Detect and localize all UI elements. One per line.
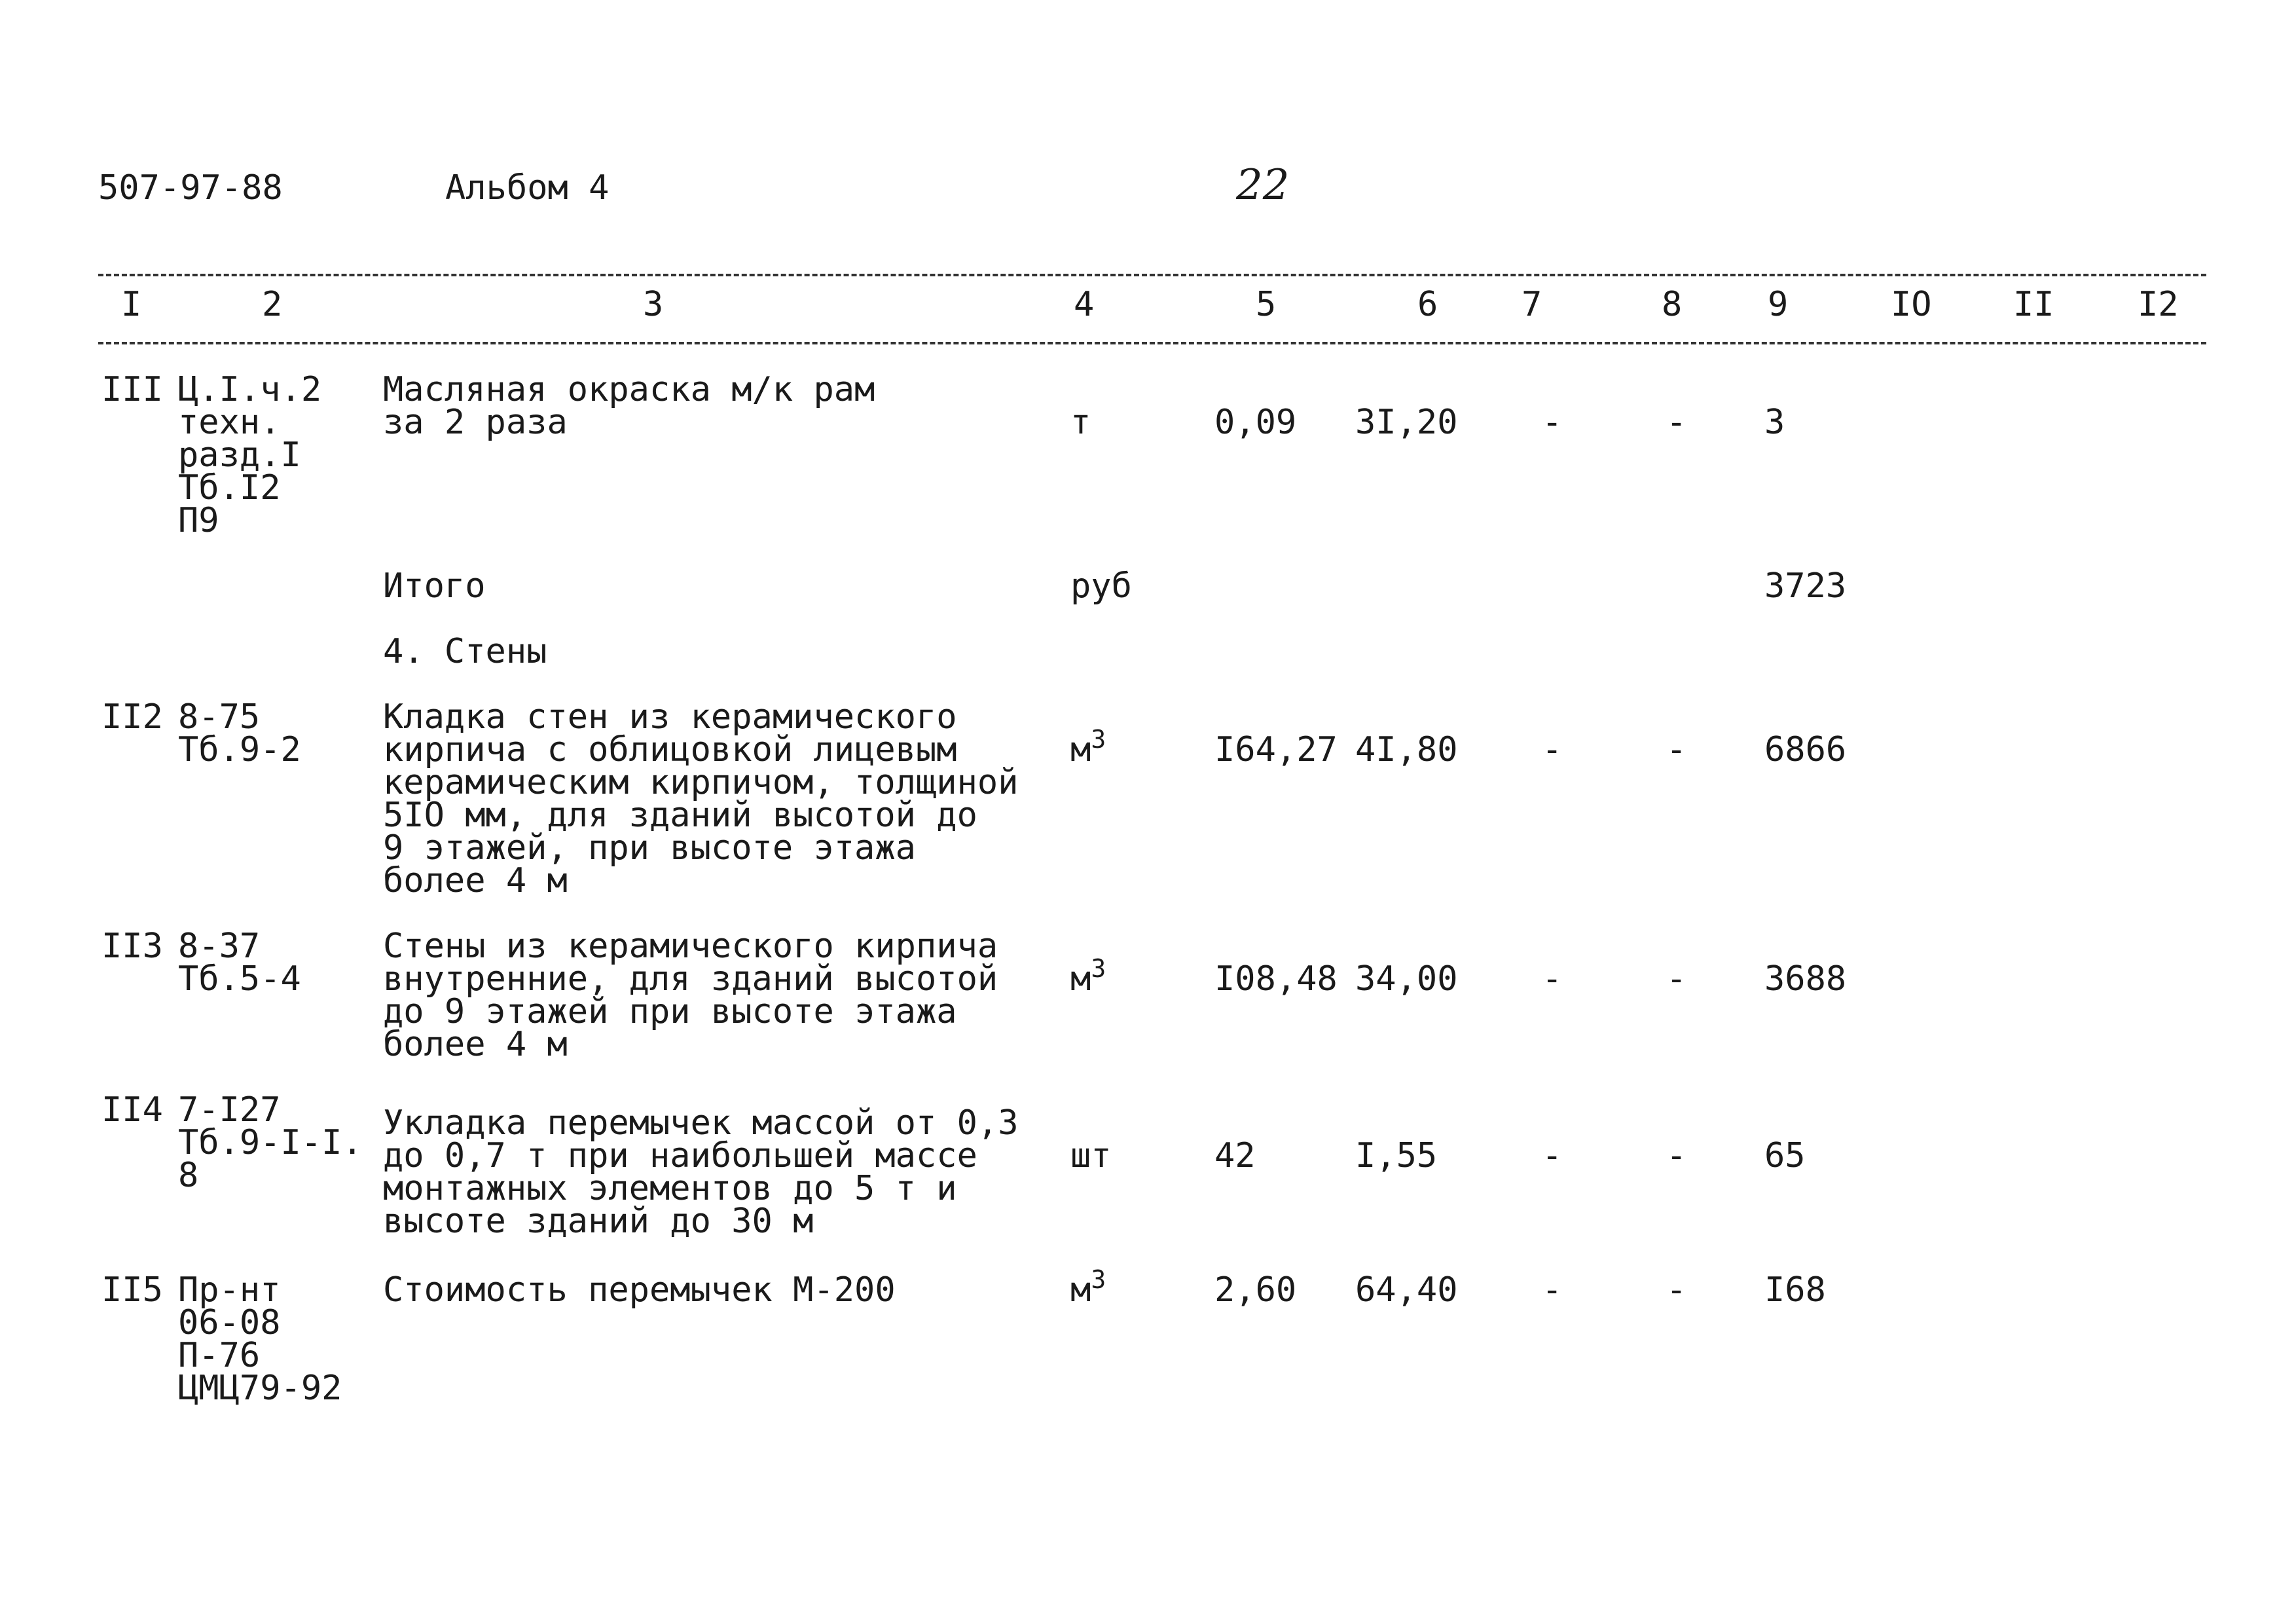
- basis-line: 8: [178, 1156, 199, 1195]
- basis-line: Тб.5-4: [178, 959, 301, 999]
- col7-value: -: [1542, 959, 1563, 999]
- unit-price: I,55: [1355, 1136, 1438, 1175]
- basis-line: Тб.9-2: [178, 730, 301, 769]
- basis-line: 06-08: [178, 1303, 281, 1342]
- unit: т: [1070, 403, 1091, 442]
- description-line: Кладка стен из керамического: [383, 697, 957, 737]
- description-line: высоте зданий до 30 м: [383, 1202, 814, 1241]
- col-header-4: 4: [1074, 285, 1095, 324]
- section-heading: 4. Стены: [383, 632, 547, 671]
- quantity: 2,60: [1214, 1270, 1297, 1310]
- basis-line: 7-I27: [178, 1090, 281, 1130]
- description-line: до 0,7 т при наибольшей массе: [383, 1136, 977, 1175]
- basis-line: П9: [178, 501, 219, 540]
- quantity: 42: [1214, 1136, 1256, 1175]
- album-label: Альбом 4: [445, 168, 610, 208]
- description-line: Укладка перемычек массой от 0,3: [383, 1103, 1019, 1143]
- description-line: Стены из керамического кирпича: [383, 927, 998, 966]
- col-header-11: II: [2013, 285, 2054, 324]
- total-cost: I68: [1764, 1270, 1826, 1310]
- col-header-10: IO: [1891, 285, 1932, 324]
- col8-value: -: [1666, 730, 1687, 769]
- col-header-8: 8: [1662, 285, 1683, 324]
- unit-exponent: 3: [1091, 725, 1106, 754]
- basis-line: Пр-нт: [178, 1270, 281, 1310]
- unit-base: м: [1070, 730, 1091, 769]
- unit-price: 3I,20: [1355, 403, 1458, 442]
- subtotal-value: 3723: [1764, 566, 1847, 606]
- description-line: более 4 м: [383, 861, 568, 900]
- total-cost: 3: [1764, 403, 1785, 442]
- col8-value: -: [1666, 959, 1687, 999]
- table-top-rule: [98, 274, 2206, 276]
- unit-base: м: [1070, 959, 1091, 999]
- unit-exponent: 3: [1091, 1265, 1106, 1294]
- unit: руб: [1070, 566, 1132, 606]
- col-header-3: 3: [643, 285, 664, 324]
- col8-value: -: [1666, 403, 1687, 442]
- col8-value: -: [1666, 1270, 1687, 1310]
- unit-price: 64,40: [1355, 1270, 1458, 1310]
- total-cost: 6866: [1764, 730, 1847, 769]
- description-line: внутренние, для зданий высотой: [383, 959, 998, 999]
- col-header-5: 5: [1256, 285, 1277, 324]
- description-line: Стоимость перемычек М-200: [383, 1270, 896, 1310]
- unit-base: м: [1070, 1270, 1091, 1310]
- unit-price: 4I,80: [1355, 730, 1458, 769]
- description-line: монтажных элементов до 5 т и: [383, 1169, 957, 1208]
- col7-value: -: [1542, 403, 1563, 442]
- row-number: II5: [101, 1270, 163, 1310]
- row-number: II3: [101, 927, 163, 966]
- page-number: 22: [1236, 161, 1290, 210]
- unit-price: 34,00: [1355, 959, 1458, 999]
- col-header-7: 7: [1522, 285, 1542, 324]
- quantity: I64,27: [1214, 730, 1338, 769]
- description-line: за 2 раза: [383, 403, 568, 442]
- document-code: 507-97-88: [98, 168, 283, 208]
- unit: [1070, 1265, 1106, 1310]
- description-line: более 4 м: [383, 1025, 568, 1064]
- unit: шт: [1070, 1136, 1112, 1175]
- col7-value: -: [1542, 1270, 1563, 1310]
- col-header-9: 9: [1768, 285, 1789, 324]
- description-line: 5IO мм, для зданий высотой до: [383, 796, 977, 835]
- basis-line: Тб.I2: [178, 468, 281, 507]
- description-line: до 9 этажей при высоте этажа: [383, 992, 957, 1031]
- basis-line: 8-75: [178, 697, 261, 737]
- col7-value: -: [1542, 730, 1563, 769]
- col-header-6: 6: [1417, 285, 1438, 324]
- col-header-12: I2: [2138, 285, 2179, 324]
- table-header-rule: [98, 342, 2206, 344]
- subtotal-label: Итого: [383, 566, 486, 606]
- unit: [1070, 954, 1106, 999]
- description-line: Масляная окраска м/к рам: [383, 370, 875, 409]
- basis-line: Ц.I.ч.2: [178, 370, 322, 409]
- description-line: 9 этажей, при высоте этажа: [383, 828, 916, 868]
- col7-value: -: [1542, 1136, 1563, 1175]
- quantity: 0,09: [1214, 403, 1297, 442]
- unit-exponent: 3: [1091, 954, 1106, 983]
- description-line: керамическим кирпичом, толщиной: [383, 763, 1019, 802]
- row-number: III: [101, 370, 163, 409]
- basis-line: П-76: [178, 1336, 261, 1375]
- description-line: кирпича с облицовкой лицевым: [383, 730, 957, 769]
- basis-line: Тб.9-I-I.: [178, 1123, 363, 1162]
- unit: [1070, 725, 1106, 769]
- row-number: II4: [101, 1090, 163, 1130]
- col8-value: -: [1666, 1136, 1687, 1175]
- basis-line: 8-37: [178, 927, 261, 966]
- quantity: I08,48: [1214, 959, 1338, 999]
- total-cost: 3688: [1764, 959, 1847, 999]
- basis-line: техн.: [178, 403, 281, 442]
- col-header-2: 2: [262, 285, 283, 324]
- basis-line: ЦМЦ79-92: [178, 1369, 342, 1408]
- col-header-1: I: [121, 285, 142, 324]
- basis-line: разд.I: [178, 435, 301, 475]
- row-number: II2: [101, 697, 163, 737]
- total-cost: 65: [1764, 1136, 1806, 1175]
